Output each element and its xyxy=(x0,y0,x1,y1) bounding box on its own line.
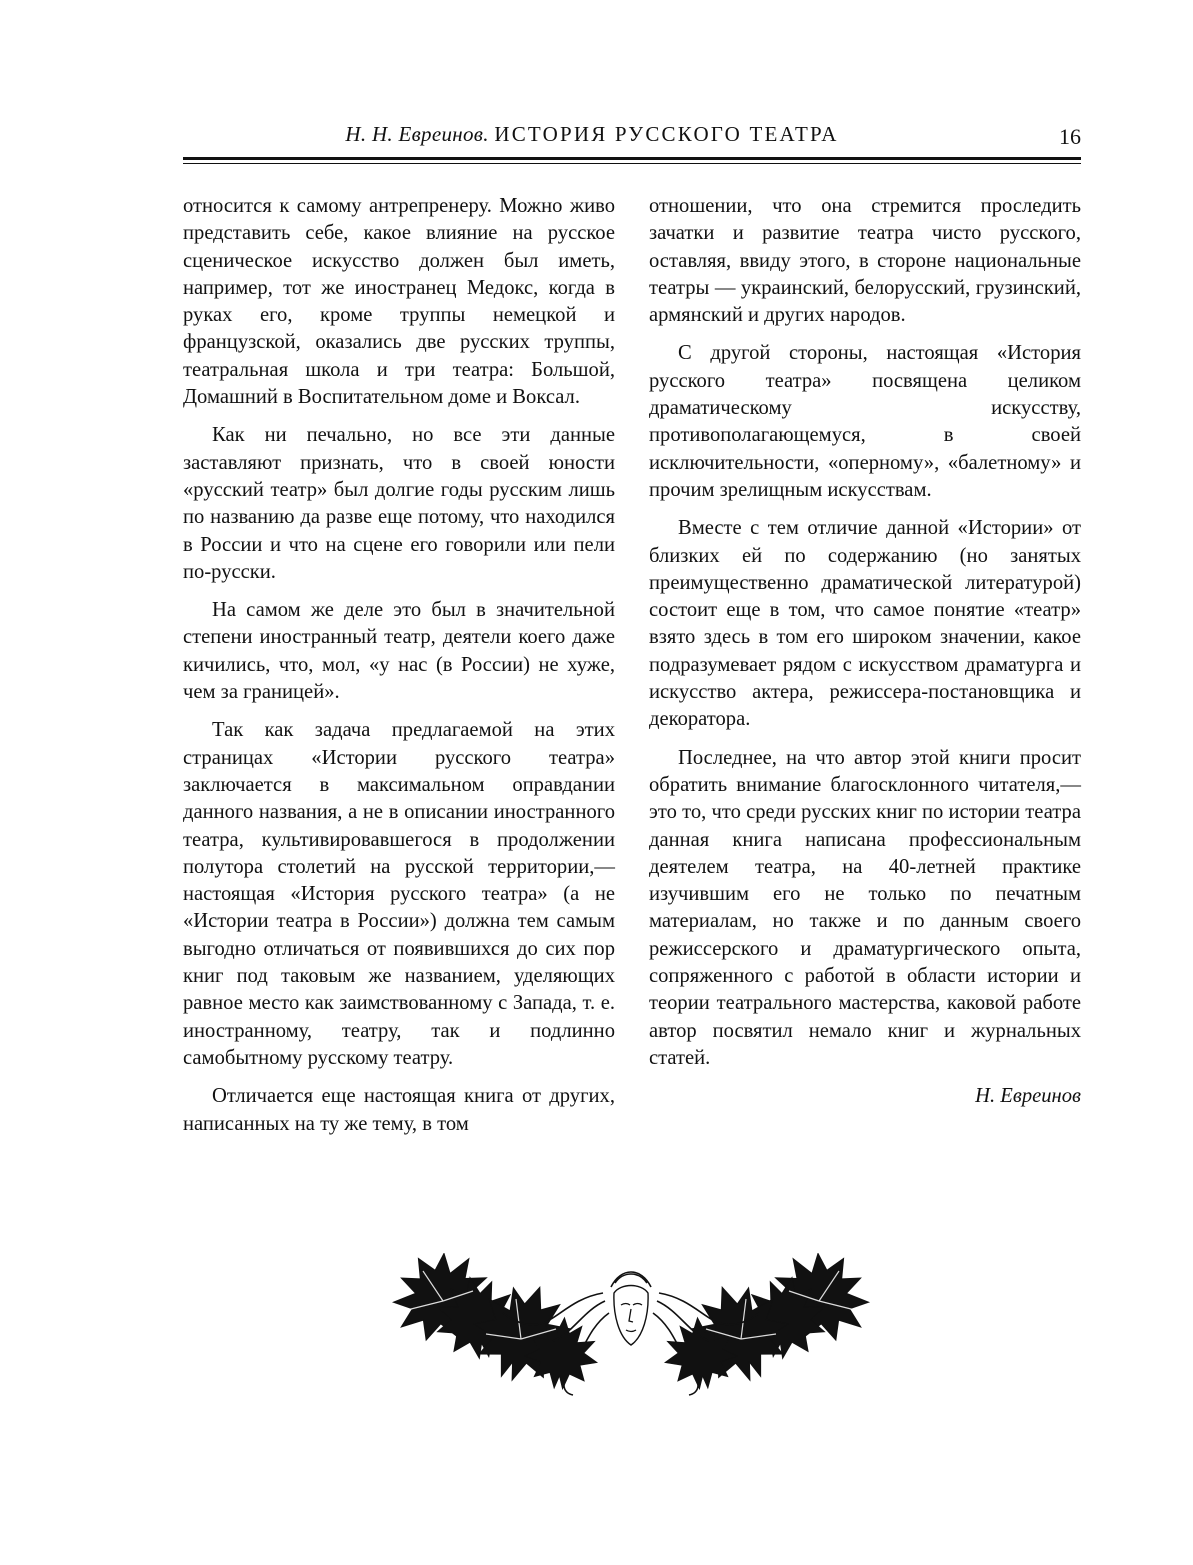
paragraph: отношении, что она стремится проследить зачатки и развитие театра чисто русского, оставляя, ввиду этого, в стороне национальные театры — украинский, белорусский, грузинский, армянский и других народов. xyxy=(649,195,1081,327)
paragraph: Последнее, на что автор этой книги просит обратить внимание благосклонного читателя,— это то, что среди русских книг по истории театра данная книга написана профессиональным деятелем театра, на 40-летней практике изучившим его не только по печатным материалам, но также и по данным своего режиссерского и драматургического опыта, сопряженного с работой в области истории и теории театрального мастерства, каковой работе автор посвятил немало книг и журнальных статей. xyxy=(649,746,1081,1069)
header-rule-thin xyxy=(183,163,1081,164)
running-title xyxy=(183,122,1001,147)
header-title: ИСТОРИЯ РУССКОГО ТЕАТРА xyxy=(494,122,839,146)
paragraph: Так как задача предлагаемой на этих страницах «Истории русского театра» заключается в максимальном оправдании данного названия, а не в описании иностранного театра, культивировавшегося в продолжении полутора столетий на русской территории,— настоящая «История русского театра» (а не «Истории театра в России») должна тем самым выгодно отличаться от появившихся до сих пор книг под таковым же названием, уделяющих равное место как заимствованному с Запада, т. е. иностранному, театру, так и подлинно самобытному русскому театру. xyxy=(183,719,615,1069)
paragraph: На самом же деле это был в значительной степени иностранный театр, деятели коего даже кичились, что, мол, «у нас (в России) не хуже, чем за границей». xyxy=(183,599,615,704)
paragraph: Вместе с тем отличие данной «Истории» от близких ей по содержанию (но занятых преимущественно драматической литературой) состоит еще в том, что самое понятие «театр» взято здесь в том его широком значении, какое подразумевает рядом с искусством драматурга и искусство актера, режиссера-постановщика и декоратора. xyxy=(649,517,1081,731)
header-author: Н. Н. Евреинов. xyxy=(345,122,489,146)
paragraph: С другой стороны, настоящая «История русского театра» посвящена целиком драматическому искусству, противополагающемуся, в своей исключительности, «оперному», «балетному» и прочим зрелищным искусствам. xyxy=(649,342,1081,501)
right-column xyxy=(649,193,1081,1122)
page-number: 16 xyxy=(1059,124,1081,149)
paragraph: Отличается еще настоящая книга от других, написанных на ту же тему, в том xyxy=(183,1085,615,1135)
maple-leaves-with-face-icon xyxy=(383,1253,879,1413)
header-rule-thick xyxy=(183,157,1081,160)
paragraph: Как ни печально, но все эти данные заставляют признать, что в своей юности «русский театр» был долгие годы русским лишь по названию да разве еще потому, что находился в России и что на сцене его говорили или пели по-русски. xyxy=(183,424,615,583)
paragraph: относится к самому антрепренеру. Можно живо представить себе, какое влияние на русское сценическое искусство должен был иметь, например, тот же иностранец Медокс, когда в руках его, кроме труппы немецкой и французской, оказались две русских труппы, театральная школа и три театра: Большой, Домашний в Воспитательном доме и Воксал. xyxy=(183,195,615,409)
running-header xyxy=(183,118,1081,162)
left-column xyxy=(183,193,615,1149)
author-signature: Н. Евреинов xyxy=(975,1085,1081,1108)
